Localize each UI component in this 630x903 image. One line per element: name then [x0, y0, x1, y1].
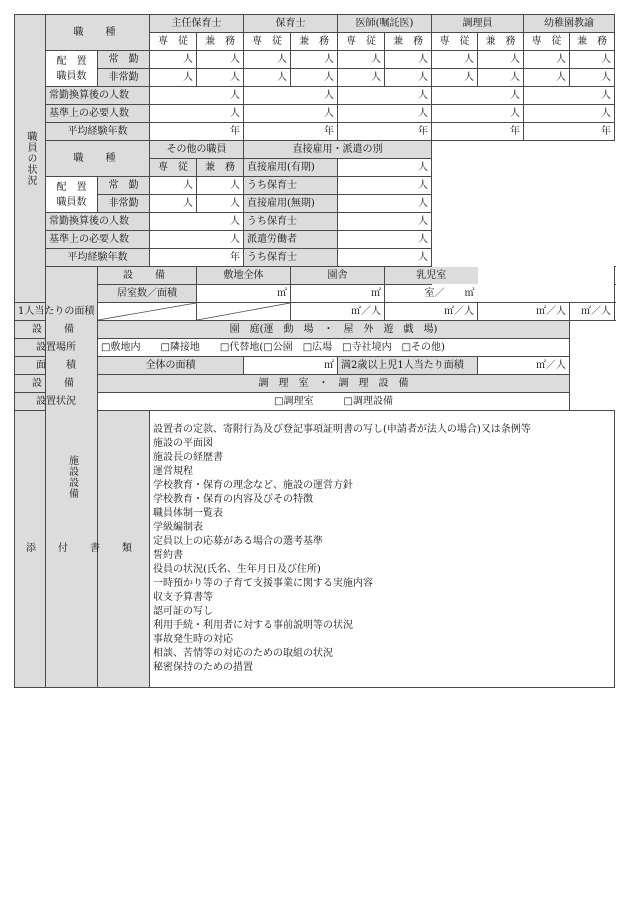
direct-unfixed-cell[interactable]: 人	[338, 195, 432, 213]
parttime-header: 兼 務	[478, 33, 524, 51]
building-area-cell[interactable]: ㎡	[291, 285, 385, 303]
fulltime-header: 専 従	[524, 33, 570, 51]
location-options[interactable]: □敷地内 □隣接地 □代替地(□公園 □広場 □寺社境内 □その他)	[98, 339, 570, 357]
attachment-item: 学級編制表	[153, 522, 203, 533]
fte-label: 常勤換算後の人数	[46, 213, 150, 231]
diagonal-blank-cell	[98, 303, 197, 321]
required-label: 基準上の必要人数	[46, 231, 150, 249]
staff-count-cell[interactable]: 人	[150, 177, 197, 195]
staff-count-cell[interactable]: 人	[291, 69, 338, 87]
fte-label: 常勤換算後の人数	[46, 87, 150, 105]
direct-employment-header: 直接雇用・派遣の別	[244, 141, 432, 159]
parttime-row-label: 非常勤	[98, 69, 150, 87]
required-label: 基準上の必要人数	[46, 105, 150, 123]
job-header: 主任保育士	[150, 15, 244, 33]
experience-label: 平均経験年数	[46, 249, 150, 267]
staff-count-label	[46, 177, 98, 213]
experience-cell[interactable]: 年	[524, 123, 615, 141]
per-person-cell[interactable]: ㎡／人	[291, 303, 385, 321]
parttime-header: 兼 務	[385, 33, 432, 51]
fte-cell[interactable]: 人	[150, 213, 244, 231]
staff-count-cell[interactable]: 人	[197, 69, 244, 87]
total-area-cell[interactable]: ㎡	[244, 357, 338, 375]
attachment-item: 相談、苦情等の対応のための取組の状況	[153, 648, 333, 659]
haichi-label: 配 置	[56, 181, 87, 193]
of-which-nursery-cell[interactable]: 人	[338, 249, 432, 267]
parttime-header: 兼 務	[197, 33, 244, 51]
staff-count-cell[interactable]: 人	[150, 69, 197, 87]
parttime-row-label: 非常勤	[98, 195, 150, 213]
of-which-nursery-label: うち保育士	[244, 249, 338, 267]
garden-header: 園 庭(運 動 場 ・ 屋 外 遊 戯 場)	[98, 321, 570, 339]
shokuin-label: 職員数	[56, 196, 87, 208]
attachment-item: 利用手続・利用者に対する事前説明等の状況	[153, 620, 353, 631]
staff-count-cell[interactable]: 人	[432, 69, 478, 87]
job-kind-header: 職 種	[46, 141, 150, 177]
attachment-item: 職員体制一覧表	[153, 508, 223, 519]
fte-cell[interactable]: 人	[244, 87, 338, 105]
fte-cell[interactable]: 人	[524, 87, 615, 105]
per-person-cell[interactable]: ㎡／人	[570, 303, 615, 321]
required-cell[interactable]: 人	[524, 105, 615, 123]
required-cell[interactable]: 人	[244, 105, 338, 123]
fulltime-header: 専 従	[150, 33, 197, 51]
fulltime-header: 専 従	[338, 33, 385, 51]
attachment-item: 学校教育・保育の理念など、施設の運営方針	[153, 480, 353, 491]
facility-section-label: 施設設備	[46, 267, 98, 688]
staff-count-cell[interactable]: 人	[432, 51, 478, 69]
location-label: 設置場所	[15, 339, 98, 357]
fulltime-row-label: 常 勤	[98, 51, 150, 69]
experience-cell[interactable]: 年	[432, 123, 524, 141]
parttime-header: 兼 務	[197, 159, 244, 177]
per-person-cell[interactable]: ㎡／人	[385, 303, 478, 321]
job-header: 調理員	[432, 15, 524, 33]
parttime-header: 兼 務	[570, 33, 615, 51]
attachments-label: 添 付 書 類	[15, 411, 150, 688]
fulltime-row-label: 常 勤	[98, 177, 150, 195]
per-person-cell[interactable]: ㎡／人	[478, 303, 570, 321]
staff-count-cell[interactable]: 人	[524, 51, 570, 69]
required-cell[interactable]: 人	[432, 105, 524, 123]
staff-count-label	[46, 51, 98, 87]
experience-label: 平均経験年数	[46, 123, 150, 141]
per-child-label: 満2歳以上児1人当たり面積	[338, 357, 478, 375]
fulltime-header: 専 従	[432, 33, 478, 51]
attachments-list	[150, 411, 615, 688]
fte-cell[interactable]: 人	[150, 87, 244, 105]
of-which-nursery-cell[interactable]: 人	[338, 213, 432, 231]
attachment-item: 役員の状況(氏名、生年月日及び住所)	[153, 564, 321, 575]
of-which-nursery-cell[interactable]: 人	[338, 177, 432, 195]
staff-count-cell[interactable]: 人	[478, 69, 524, 87]
of-which-nursery-label: うち保育士	[244, 177, 338, 195]
attachment-item: 学校教育・保育の内容及びその特徴	[153, 494, 313, 505]
diagonal-blank-cell	[197, 303, 291, 321]
fulltime-header: 専 従	[150, 159, 197, 177]
site-area-cell[interactable]: ㎡	[197, 285, 291, 303]
staff-count-cell[interactable]: 人	[338, 51, 385, 69]
equipment-header: 設 備	[98, 267, 197, 285]
direct-unfixed-label: 直接雇用(無期)	[244, 195, 338, 213]
staff-count-cell[interactable]: 人	[291, 51, 338, 69]
attachment-item: 一時預かり等の子育て支援事業に関する実施内容	[153, 578, 373, 589]
experience-cell[interactable]: 年	[150, 123, 244, 141]
staff-count-cell[interactable]: 人	[385, 51, 432, 69]
diagonal-line	[98, 303, 196, 320]
staff-count-cell[interactable]: 人	[570, 51, 615, 69]
room-header: 園舎	[291, 267, 385, 285]
equipment-header: 設 備	[15, 321, 98, 339]
kitchen-header: 調 理 室 ・ 調 理 設 備	[98, 375, 570, 393]
staff-count-cell[interactable]: 人	[197, 177, 244, 195]
attachment-item: 誓約書	[153, 550, 183, 561]
shokuin-label: 職員数	[56, 70, 87, 82]
fulltime-header: 専 従	[244, 33, 291, 51]
application-form-table	[14, 14, 615, 688]
staff-count-cell[interactable]: 人	[197, 195, 244, 213]
required-cell[interactable]: 人	[338, 105, 432, 123]
equipment-header: 設 備	[15, 375, 98, 393]
attachment-item: 認可証の写し	[153, 606, 213, 617]
experience-cell[interactable]: 年	[244, 123, 338, 141]
staff-count-cell[interactable]: 人	[244, 69, 291, 87]
attachment-item: 運営規程	[153, 466, 193, 477]
attachment-item: 施設長の経歴書	[153, 452, 223, 463]
staff-section-label: 職員の状況	[15, 15, 46, 303]
attachment-item: 定員以上の応募がある場合の選考基準	[153, 536, 323, 547]
staff-count-cell[interactable]: 人	[338, 69, 385, 87]
fte-cell[interactable]: 人	[338, 87, 432, 105]
room-header: 敷地全体	[197, 267, 291, 285]
attachment-item: 収支予算書等	[153, 592, 213, 603]
fte-cell[interactable]: 人	[432, 87, 524, 105]
attachment-item: 設置者の定款、寄附行為及び登記事項証明書の写し(申請者が法人の場合)又は条例等	[153, 424, 531, 435]
attachment-item: 秘密保持のための措置	[153, 662, 253, 673]
experience-cell[interactable]: 年	[338, 123, 432, 141]
attachment-item: 施設の平面図	[153, 438, 213, 449]
status-label: 設置状況	[15, 393, 98, 411]
staff-count-cell[interactable]: 人	[570, 69, 615, 87]
total-area-label: 全体の面積	[98, 357, 244, 375]
required-cell[interactable]: 人	[150, 231, 244, 249]
job-kind-header: 職 種	[46, 15, 150, 51]
dispatch-label: 派遣労働者	[244, 231, 338, 249]
staff-count-cell[interactable]: 人	[385, 69, 432, 87]
room-area-label: 居室数／面積	[98, 285, 197, 303]
per-person-label: 1人当たりの面積	[15, 303, 98, 321]
direct-fixed-cell[interactable]: 人	[338, 159, 432, 177]
staff-count-cell[interactable]: 人	[478, 51, 524, 69]
per-child-cell[interactable]: ㎡／人	[478, 357, 570, 375]
dispatch-cell[interactable]: 人	[338, 231, 432, 249]
attachment-item: 事故発生時の対応	[153, 634, 233, 645]
diagonal-line	[197, 303, 290, 320]
staff-count-cell[interactable]: 人	[197, 51, 244, 69]
staff-count-cell[interactable]: 人	[150, 51, 197, 69]
staff-count-cell[interactable]: 人	[244, 51, 291, 69]
required-cell[interactable]: 人	[150, 105, 244, 123]
room-area-cell[interactable]: 室／ ㎡	[385, 285, 478, 303]
staff-count-cell[interactable]: 人	[524, 69, 570, 87]
experience-cell[interactable]: 年	[150, 249, 244, 267]
job-header: 幼稚園教諭	[524, 15, 615, 33]
status-options[interactable]: □調理室 □調理設備	[98, 393, 570, 411]
area-label: 面 積	[15, 357, 98, 375]
job-header: 保育士	[244, 15, 338, 33]
room-header: 乳児室	[385, 267, 478, 285]
haichi-label: 配 置	[56, 55, 87, 67]
parttime-header: 兼 務	[291, 33, 338, 51]
direct-fixed-label: 直接雇用(有期)	[244, 159, 338, 177]
other-job-header: その他の職員	[150, 141, 244, 159]
job-header: 医師(嘱託医)	[338, 15, 432, 33]
staff-count-cell[interactable]: 人	[150, 195, 197, 213]
of-which-nursery-label: うち保育士	[244, 213, 338, 231]
